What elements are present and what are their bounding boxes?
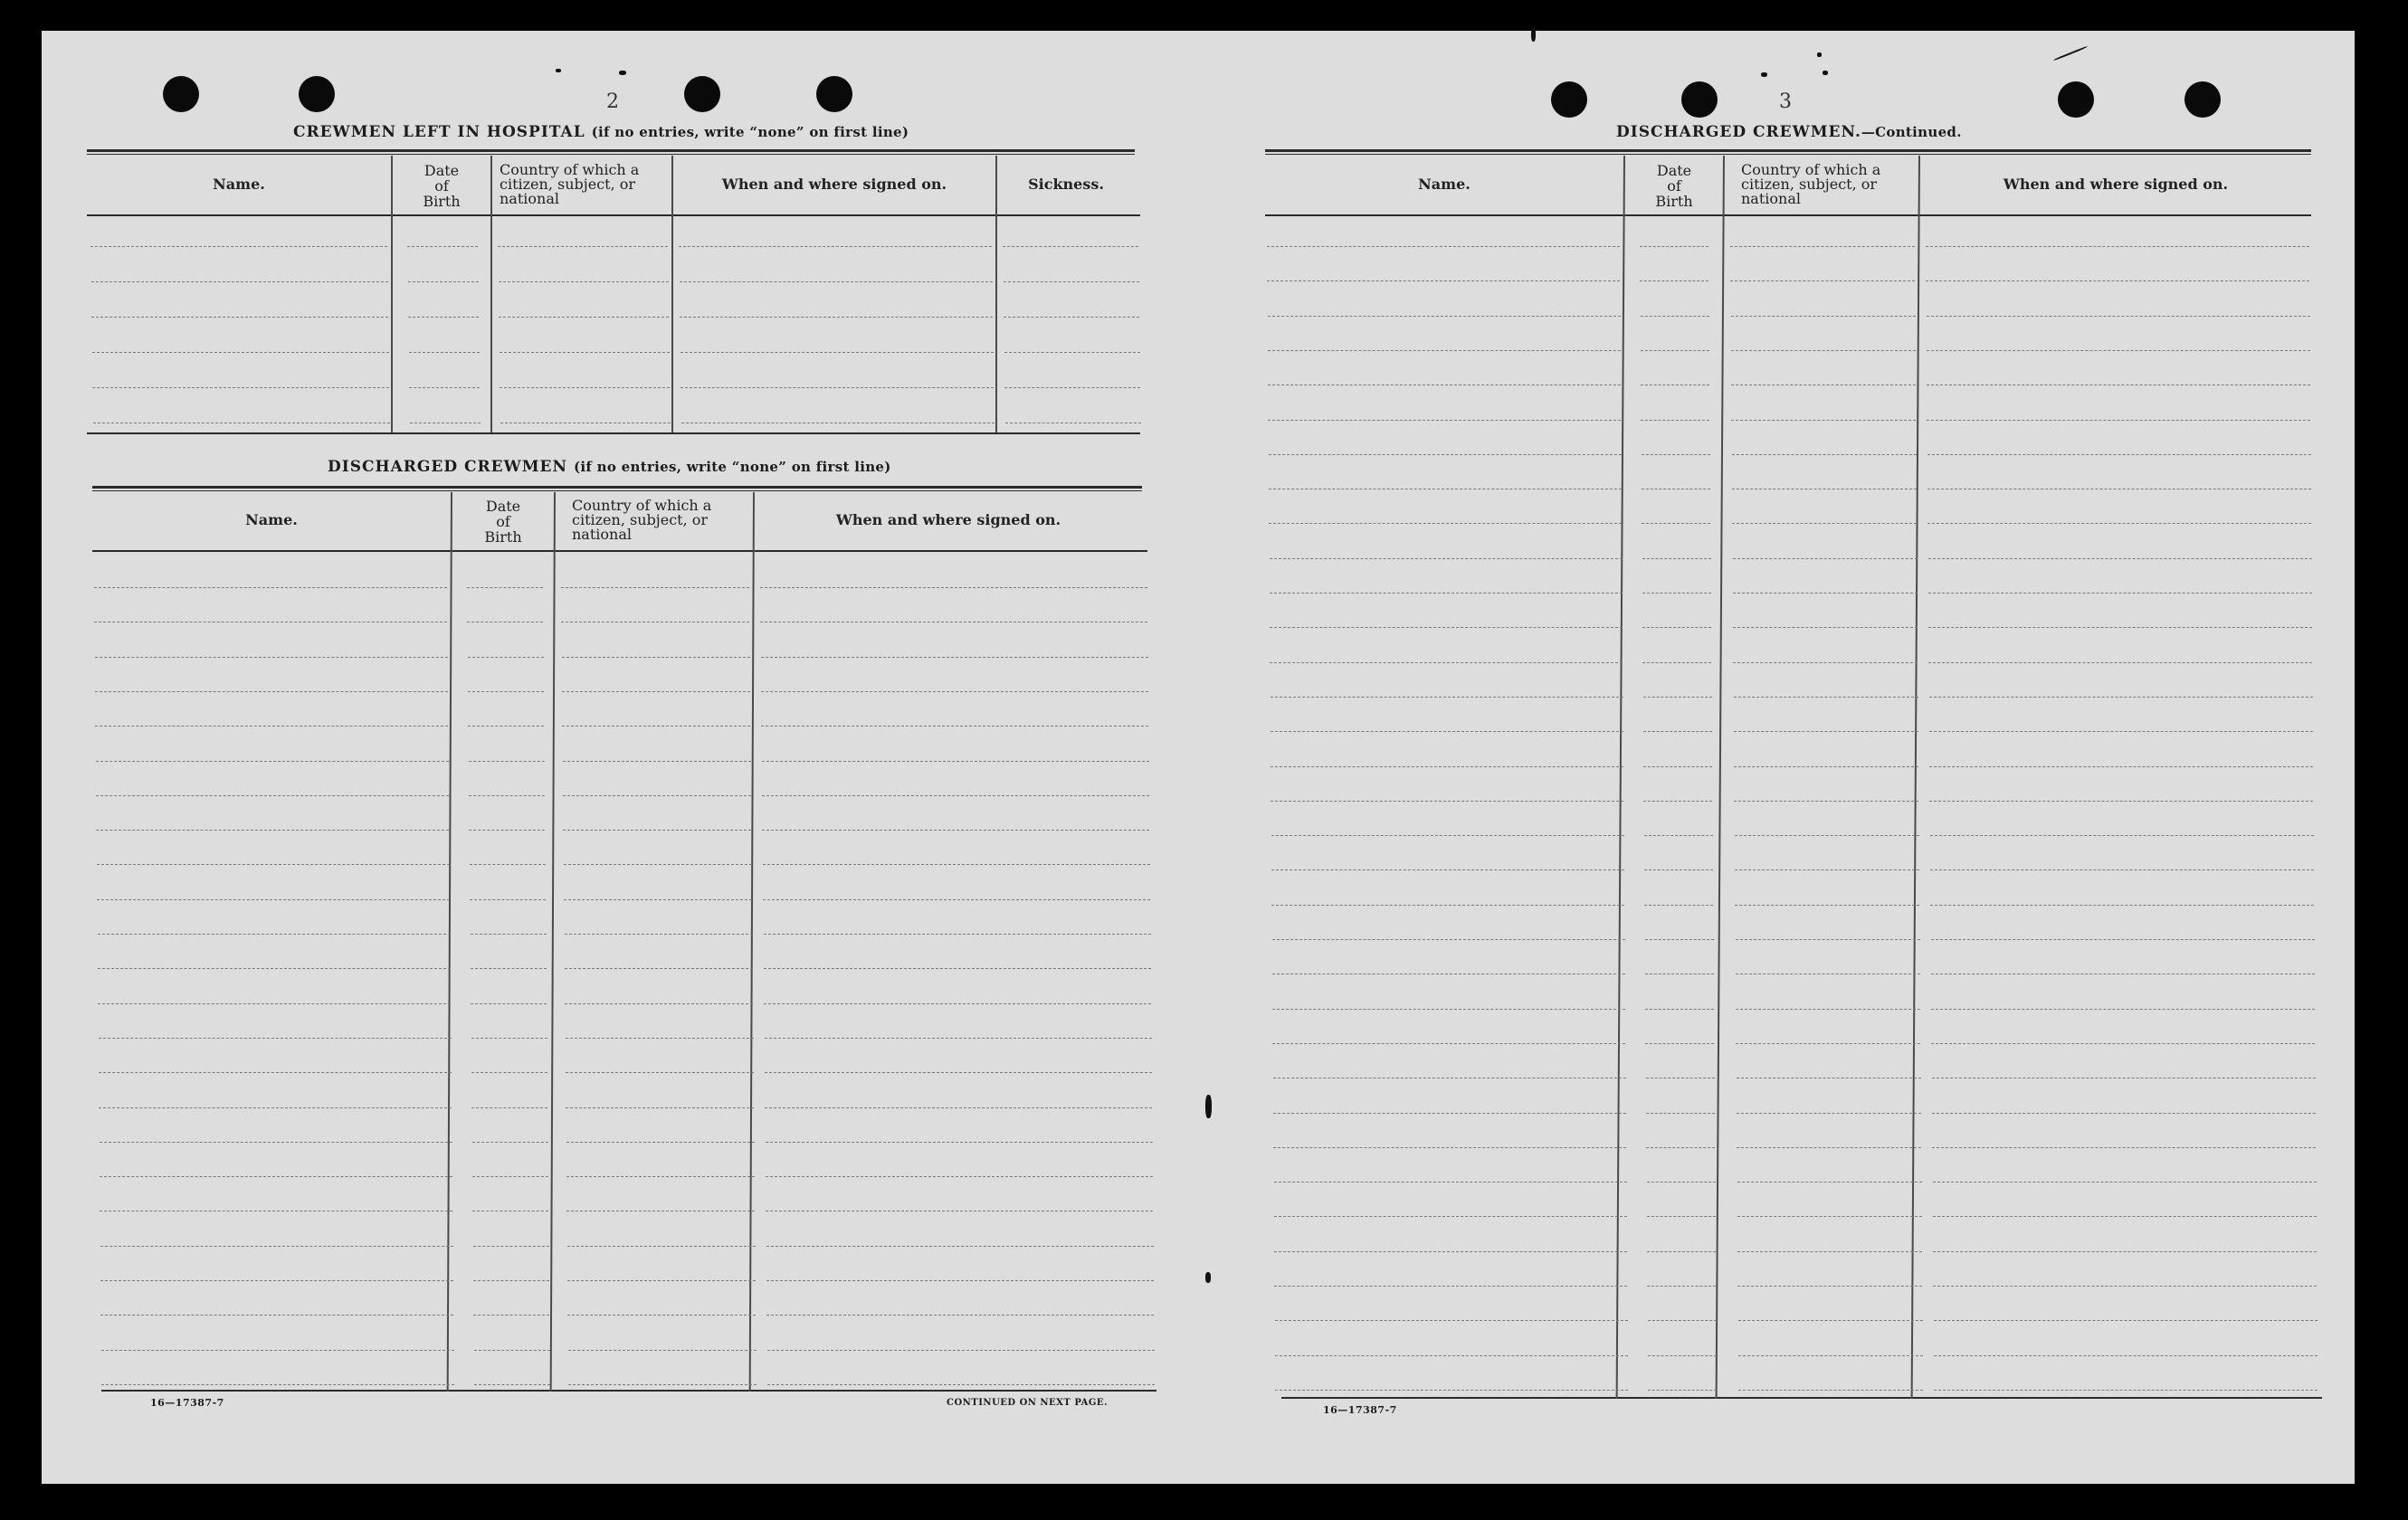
entry-line (1733, 627, 1918, 628)
entry-line (1737, 1251, 1922, 1252)
entry-line (1734, 731, 1918, 732)
entry-line (1272, 1043, 1625, 1044)
entry-line (680, 317, 993, 318)
entry-line (566, 1107, 754, 1108)
entry-line (1647, 1182, 1716, 1183)
entry-line (562, 691, 750, 692)
discharged-header-signed: When and where signed on. (835, 511, 1061, 528)
punch-hole (684, 76, 720, 112)
entry-line (1730, 246, 1915, 247)
entry-line (1648, 1320, 1717, 1321)
entry-line (471, 1072, 547, 1073)
entry-line (471, 1038, 547, 1039)
entry-line (1929, 731, 2313, 732)
discharged-header-country: Country of which a citizen, subject, or national (572, 497, 712, 543)
ink-speck (2053, 46, 2088, 62)
entry-line (1641, 420, 1709, 421)
entry-line (567, 1315, 756, 1316)
entry-line (1003, 246, 1138, 247)
entry-line (1275, 1390, 1628, 1391)
punch-hole (299, 76, 335, 112)
entry-line (1271, 869, 1624, 870)
entry-line (468, 691, 544, 692)
hospital-header-name: Name. (213, 176, 265, 193)
entry-line (96, 830, 449, 831)
entry-line (95, 657, 448, 658)
entry-line (1733, 558, 1918, 559)
continued-header-rule (1265, 214, 2311, 216)
punch-hole (2184, 81, 2221, 118)
entry-line (1644, 869, 1713, 870)
entry-line (767, 1350, 1155, 1351)
hospital-col-divider (995, 156, 997, 432)
entry-line (100, 1176, 452, 1177)
entry-line (1737, 1182, 1922, 1183)
entry-line (1267, 280, 1620, 281)
entry-line (472, 1176, 548, 1177)
entry-line (90, 246, 387, 247)
entry-line (761, 691, 1148, 692)
entry-line (95, 726, 448, 727)
entry-line (92, 352, 389, 353)
entry-line (470, 864, 546, 865)
entry-line (766, 1142, 1153, 1143)
entry-line (92, 387, 389, 388)
entry-line (500, 352, 670, 353)
entry-line (1271, 766, 1623, 767)
hospital-header-signed: When and where signed on. (721, 176, 947, 193)
entry-line (1648, 1390, 1717, 1391)
entry-line (764, 934, 1151, 935)
discharged-col-divider (749, 492, 755, 1392)
entry-line (1270, 662, 1623, 663)
entry-line (469, 830, 545, 831)
entry-line (98, 934, 451, 935)
entry-line (99, 1107, 452, 1108)
entry-line (1934, 1355, 2318, 1356)
entry-line (1269, 454, 1622, 455)
entry-line (762, 830, 1149, 831)
page-number-right: 3 (1779, 90, 1792, 113)
entry-line (1933, 1286, 2317, 1287)
entry-line (94, 587, 447, 588)
entry-line (1642, 593, 1711, 594)
entry-line (568, 1350, 757, 1351)
entry-line (471, 934, 547, 935)
entry-line (1927, 523, 2311, 524)
entry-line (1732, 523, 1917, 524)
discharged-top-rule (92, 486, 1142, 489)
entry-line (1731, 420, 1916, 421)
discharged-col-divider (550, 492, 556, 1392)
entry-line (96, 761, 449, 762)
entry-line (1274, 1182, 1627, 1183)
hospital-section-title: CREWMEN LEFT IN HOSPITAL (if no entries, write “none” on first line) (293, 123, 909, 141)
entry-line (1931, 1043, 2315, 1044)
entry-line (98, 968, 451, 969)
entry-line (407, 246, 478, 247)
entry-line (409, 387, 480, 388)
entry-line (1004, 317, 1139, 318)
entry-line (1733, 662, 1918, 663)
entry-line (762, 795, 1149, 796)
entry-line (1271, 905, 1624, 906)
entry-line (1735, 835, 1919, 836)
entry-line (1735, 905, 1919, 906)
entry-line (1733, 593, 1918, 594)
entry-line (1646, 1113, 1715, 1114)
entry-line (1927, 350, 2310, 351)
entry-line (474, 1350, 550, 1351)
discharged-header-rule (92, 550, 1147, 552)
entry-line (1270, 627, 1623, 628)
entry-line (1273, 1113, 1626, 1114)
entry-line (98, 1003, 451, 1004)
entry-line (473, 1280, 549, 1281)
entry-line (563, 795, 751, 796)
entry-line (1933, 1182, 2317, 1183)
punch-hole (163, 76, 199, 112)
continued-header-signed: When and where signed on. (2003, 176, 2229, 193)
entry-line (100, 1142, 452, 1143)
entry-line (566, 1142, 755, 1143)
entry-line (1272, 1009, 1625, 1010)
entry-line (500, 387, 670, 388)
entry-line (470, 899, 546, 900)
entry-line (1927, 420, 2310, 421)
entry-line (762, 761, 1149, 762)
ink-speck (1205, 1095, 1212, 1118)
entry-line (564, 899, 752, 900)
entry-line (1738, 1390, 1923, 1391)
entry-line (767, 1384, 1155, 1385)
entry-line (473, 1246, 549, 1247)
entry-line (1647, 1286, 1716, 1287)
entry-line (561, 587, 749, 588)
entry-line (99, 1072, 452, 1073)
entry-line (565, 1003, 753, 1004)
continued-top-rule (1265, 149, 2311, 152)
entry-line (474, 1384, 550, 1385)
entry-line (764, 968, 1151, 969)
entry-line (564, 864, 752, 865)
entry-line (408, 281, 479, 282)
entry-line (1737, 1216, 1922, 1217)
entry-line (1930, 905, 2314, 906)
form-code-left: 16—17387-7 (150, 1397, 224, 1409)
entry-line (1730, 280, 1915, 281)
entry-line (1930, 835, 2314, 836)
entry-line (469, 761, 545, 762)
hospital-col-divider (490, 156, 492, 432)
entry-line (1642, 523, 1710, 524)
entry-line (1004, 281, 1139, 282)
entry-line (101, 1350, 454, 1351)
entry-line (1737, 1147, 1921, 1148)
entry-line (1270, 558, 1623, 559)
entry-line (568, 1384, 757, 1385)
entry-line (565, 934, 753, 935)
entry-line (1736, 1043, 1920, 1044)
punch-hole (1551, 81, 1587, 118)
ink-speck (1205, 1272, 1211, 1283)
entry-line (1643, 766, 1712, 767)
entry-line (566, 1038, 754, 1039)
entry-line (566, 1176, 755, 1177)
entry-line (1647, 1251, 1716, 1252)
entry-line (97, 864, 450, 865)
entry-line (1735, 869, 1919, 870)
entry-line (563, 830, 751, 831)
entry-line (763, 864, 1150, 865)
entry-line (1271, 835, 1624, 836)
entry-line (1275, 1355, 1628, 1356)
ink-speck (556, 69, 561, 72)
entry-line (1274, 1251, 1627, 1252)
entry-line (1931, 1009, 2315, 1010)
hospital-bottom-rule (87, 432, 1140, 434)
hospital-header-country: Country of which a citizen, subject, or national (500, 161, 640, 207)
entry-line (766, 1246, 1154, 1247)
entry-line (1643, 801, 1712, 802)
entry-line (1738, 1320, 1923, 1321)
form-code-right: 16—17387-7 (1323, 1404, 1397, 1416)
entry-line (100, 1315, 453, 1316)
entry-line (1275, 1320, 1628, 1321)
entry-line (1928, 627, 2312, 628)
entry-line (1737, 1113, 1921, 1114)
entry-line (1734, 766, 1918, 767)
entry-line (1931, 939, 2315, 940)
entry-line (1737, 1286, 1922, 1287)
entry-line (1731, 350, 1916, 351)
entry-line (1269, 523, 1622, 524)
entry-line (1731, 316, 1916, 317)
entry-line (765, 1072, 1152, 1073)
continued-col-divider (1911, 156, 1920, 1399)
entry-line (1736, 1009, 1920, 1010)
entry-line (408, 317, 479, 318)
entry-line (1930, 869, 2314, 870)
entry-line (1642, 558, 1711, 559)
entry-line (1929, 766, 2313, 767)
entry-line (1927, 454, 2311, 455)
entry-line (1644, 905, 1713, 906)
entry-line (563, 761, 751, 762)
continued-header-country: Country of which a citizen, subject, or national (1741, 161, 1881, 207)
punch-hole (816, 76, 852, 112)
entry-line (1646, 1147, 1715, 1148)
page-number-left: 2 (606, 90, 619, 113)
entry-line (761, 657, 1148, 658)
entry-line (764, 1003, 1151, 1004)
discharged-section-title: DISCHARGED CREWMEN (if no entries, write “none” on first line) (328, 458, 891, 476)
discharged-header-name: Name. (245, 511, 298, 528)
entry-line (567, 1280, 756, 1281)
entry-line (681, 352, 994, 353)
entry-line (1271, 697, 1623, 698)
entry-line (1273, 1147, 1626, 1148)
entry-line (1932, 1113, 2316, 1114)
entry-line (471, 1003, 547, 1004)
hospital-header-sickness: Sickness. (1028, 176, 1104, 193)
entry-line (566, 1072, 754, 1073)
entry-line (1271, 801, 1623, 802)
entry-line (99, 1038, 452, 1039)
entry-line (91, 317, 388, 318)
discharged-col-divider (447, 492, 452, 1392)
entry-line (1642, 662, 1711, 663)
entry-line (562, 657, 750, 658)
punch-hole (2058, 81, 2094, 118)
hospital-header-dob: Date of Birth (423, 162, 461, 210)
entry-line (1268, 350, 1621, 351)
ink-speck (1761, 72, 1767, 77)
entry-line (1640, 246, 1708, 247)
entry-line (469, 795, 545, 796)
entry-line (1932, 1147, 2316, 1148)
continued-header-dob: Date of Birth (1655, 162, 1693, 210)
entry-line (1641, 316, 1709, 317)
entry-line (409, 352, 480, 353)
entry-line (1933, 1251, 2317, 1252)
entry-line (467, 587, 543, 588)
hospital-col-divider (671, 156, 673, 432)
entry-line (1647, 1216, 1716, 1217)
punch-hole (1681, 81, 1718, 118)
entry-line (498, 246, 668, 247)
continued-col-divider (1616, 156, 1625, 1399)
entry-line (567, 1246, 756, 1247)
entry-line (679, 246, 992, 247)
entry-line (1934, 1390, 2318, 1391)
discharged-top-rule-2 (92, 490, 1142, 491)
entry-line (1004, 387, 1140, 388)
entry-line (1933, 1216, 2317, 1217)
entry-line (1643, 731, 1712, 732)
entry-line (1267, 246, 1620, 247)
entry-line (565, 968, 753, 969)
entry-line (1642, 627, 1711, 628)
entry-line (97, 899, 450, 900)
entry-line (499, 317, 669, 318)
entry-line (760, 587, 1147, 588)
entry-line (1926, 246, 2309, 247)
entry-line (101, 1384, 454, 1385)
discharged-bottom-rule (101, 1390, 1156, 1392)
entry-line (1004, 352, 1140, 353)
continued-top-rule-2 (1265, 154, 2311, 155)
entry-line (1929, 801, 2313, 802)
entry-line (1738, 1355, 1923, 1356)
ink-speck (1823, 71, 1828, 75)
entry-line (95, 691, 448, 692)
entry-line (1274, 1216, 1627, 1217)
entry-line (472, 1142, 548, 1143)
entry-line (1734, 801, 1918, 802)
entry-line (1641, 350, 1709, 351)
continued-col-divider (1716, 156, 1725, 1399)
entry-line (100, 1280, 453, 1281)
entry-line (765, 1038, 1152, 1039)
entry-line (1734, 697, 1918, 698)
entry-line (1271, 731, 1623, 732)
entry-line (1645, 1043, 1714, 1044)
entry-line (1268, 420, 1621, 421)
entry-line (1644, 835, 1713, 836)
entry-line (471, 1107, 547, 1108)
entry-line (1274, 1286, 1627, 1287)
document-sheet (42, 31, 2355, 1484)
entry-line (766, 1176, 1153, 1177)
entry-line (1640, 280, 1708, 281)
entry-line (1926, 280, 2309, 281)
entry-line (1928, 558, 2312, 559)
continued-header-name: Name. (1418, 176, 1470, 193)
entry-line (1928, 662, 2312, 663)
entry-line (468, 657, 544, 658)
entry-line (1270, 593, 1623, 594)
ink-speck (619, 71, 626, 75)
entry-line (562, 726, 750, 727)
entry-line (1732, 454, 1917, 455)
entry-line (100, 1246, 453, 1247)
entry-line (761, 726, 1148, 727)
entry-line (1268, 316, 1621, 317)
entry-line (1928, 593, 2312, 594)
entry-line (765, 1107, 1152, 1108)
ink-speck (1817, 52, 1822, 57)
entry-line (1645, 939, 1714, 940)
entry-line (1643, 697, 1712, 698)
entry-line (471, 968, 547, 969)
discharged-header-dob: Date of Birth (484, 498, 522, 546)
entry-line (473, 1315, 549, 1316)
entry-line (96, 795, 449, 796)
entry-line (1642, 454, 1710, 455)
ink-speck (1531, 27, 1536, 42)
continued-bottom-rule (1281, 1397, 2322, 1399)
entry-line (681, 387, 994, 388)
entry-line (1736, 939, 1920, 940)
entry-line (1927, 316, 2310, 317)
entry-line (499, 281, 669, 282)
entry-line (1648, 1355, 1717, 1356)
entry-line (1934, 1320, 2318, 1321)
entry-line (766, 1280, 1154, 1281)
discharged-continued-title: DISCHARGED CREWMEN.—Continued. (1616, 123, 1962, 141)
entry-line (1929, 697, 2313, 698)
entry-line (680, 281, 993, 282)
hospital-top-rule-2 (87, 154, 1135, 155)
hospital-header-rule (87, 214, 1140, 216)
entry-line (763, 899, 1150, 900)
entry-line (468, 726, 544, 727)
hospital-top-rule (87, 149, 1135, 152)
entry-line (91, 281, 388, 282)
continued-note: CONTINUED ON NEXT PAGE. (947, 1398, 1109, 1408)
entry-line (1645, 1009, 1714, 1010)
entry-line (766, 1315, 1154, 1316)
entry-line (1272, 939, 1625, 940)
